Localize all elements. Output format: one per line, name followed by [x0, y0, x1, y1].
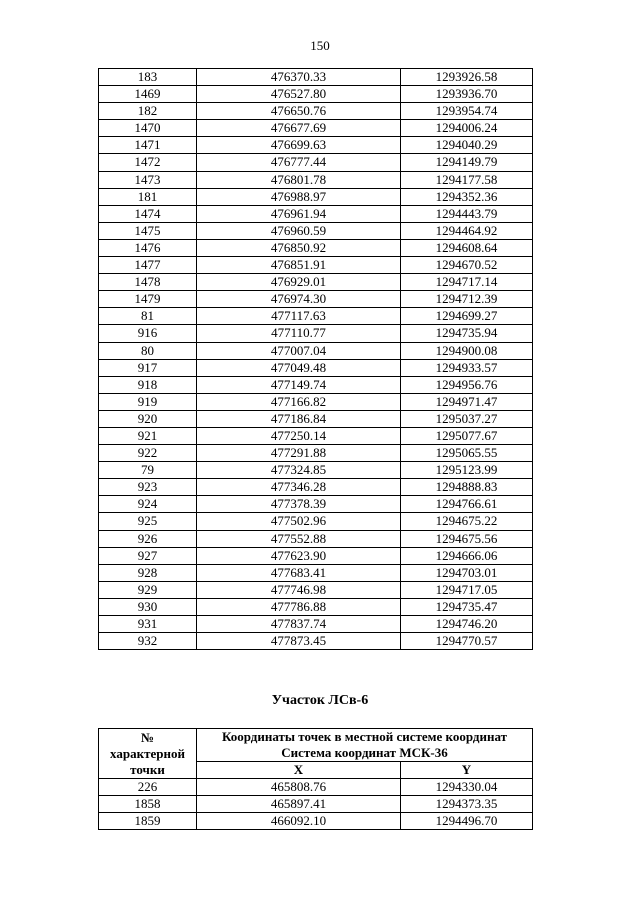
x-coordinate-cell: 477683.41 — [197, 564, 401, 581]
x-coordinate-cell: 477623.90 — [197, 547, 401, 564]
table-row — [99, 598, 533, 615]
x-coordinate-cell: 477250.14 — [197, 427, 401, 444]
x-coordinate-cell: 477346.28 — [197, 479, 401, 496]
x-coordinate-cell: 476961.94 — [197, 205, 401, 222]
y-coordinate-cell: 1294703.01 — [401, 564, 533, 581]
point-number-header-line3: точки — [130, 761, 165, 777]
x-coordinate-cell: 477786.88 — [197, 598, 401, 615]
y-coordinate-cell: 1294933.57 — [401, 359, 533, 376]
y-coordinate-cell: 1294746.20 — [401, 616, 533, 633]
y-coordinate-cell: 1294149.79 — [401, 154, 533, 171]
table-row — [99, 496, 533, 513]
y-coordinate-cell: 1294496.70 — [401, 813, 533, 830]
point-number-cell: 922 — [99, 445, 197, 462]
table-row — [99, 342, 533, 359]
y-coordinate-cell: 1294770.57 — [401, 633, 533, 650]
y-coordinate-cell: 1295065.55 — [401, 445, 533, 462]
x-coordinate-cell: 476677.69 — [197, 120, 401, 137]
point-number-cell: 1471 — [99, 137, 197, 154]
y-coordinate-cell: 1294888.83 — [401, 479, 533, 496]
x-coordinate-cell: 476699.63 — [197, 137, 401, 154]
x-coordinate-cell: 477873.45 — [197, 633, 401, 650]
point-number-cell: 928 — [99, 564, 197, 581]
x-coordinate-cell: 476801.78 — [197, 171, 401, 188]
point-number-cell: 181 — [99, 188, 197, 205]
x-coordinate-cell: 477007.04 — [197, 342, 401, 359]
point-number-cell: 1472 — [99, 154, 197, 171]
point-number-header-line1: № — [140, 729, 155, 745]
point-number-cell: 931 — [99, 616, 197, 633]
x-coordinate-cell: 477110.77 — [197, 325, 401, 342]
table-row — [99, 154, 533, 171]
x-coordinate-cell: 477186.84 — [197, 410, 401, 427]
table-row — [99, 633, 533, 650]
point-number-cell: 926 — [99, 530, 197, 547]
point-number-cell: 1859 — [99, 813, 197, 830]
table-row — [99, 462, 533, 479]
y-coordinate-cell: 1294330.04 — [401, 779, 533, 796]
table-row — [99, 239, 533, 256]
coordinates-table — [98, 68, 533, 650]
point-number-cell: 919 — [99, 393, 197, 410]
point-number-cell: 924 — [99, 496, 197, 513]
x-coordinate-cell: 465897.41 — [197, 796, 401, 813]
y-coordinate-cell: 1294900.08 — [401, 342, 533, 359]
point-number-cell: 932 — [99, 633, 197, 650]
table-row — [99, 171, 533, 188]
x-coordinate-cell: 476960.59 — [197, 222, 401, 239]
table-row — [99, 257, 533, 274]
table-row — [99, 616, 533, 633]
y-header: Y — [401, 762, 533, 779]
x-coordinate-cell: 465808.76 — [197, 779, 401, 796]
table-row — [99, 137, 533, 154]
y-coordinate-cell: 1295037.27 — [401, 410, 533, 427]
y-coordinate-cell: 1294373.35 — [401, 796, 533, 813]
point-number-cell: 923 — [99, 479, 197, 496]
y-coordinate-cell: 1294717.14 — [401, 274, 533, 291]
section-coordinates-table — [98, 728, 533, 830]
section-title: Участок ЛСв-6 — [271, 693, 369, 708]
x-coordinate-cell: 477378.39 — [197, 496, 401, 513]
table-row — [99, 513, 533, 530]
y-coordinate-cell: 1294675.22 — [401, 513, 533, 530]
x-coordinate-cell: 477324.85 — [197, 462, 401, 479]
y-coordinate-cell: 1294766.61 — [401, 496, 533, 513]
point-number-cell: 226 — [99, 779, 197, 796]
y-coordinate-cell: 1294956.76 — [401, 376, 533, 393]
point-number-cell: 917 — [99, 359, 197, 376]
table-row — [99, 410, 533, 427]
y-coordinate-cell: 1293936.70 — [401, 86, 533, 103]
y-coordinate-cell: 1294608.64 — [401, 239, 533, 256]
x-coordinate-cell: 476370.33 — [197, 69, 401, 86]
y-coordinate-cell: 1295077.67 — [401, 427, 533, 444]
coordinates-header — [197, 729, 533, 762]
point-number-cell: 916 — [99, 325, 197, 342]
point-number-header-line2: характерной — [110, 745, 185, 761]
x-coordinate-cell: 477291.88 — [197, 445, 401, 462]
table-row — [99, 564, 533, 581]
y-coordinate-cell: 1294735.47 — [401, 598, 533, 615]
point-number-cell: 929 — [99, 581, 197, 598]
x-coordinate-cell: 477746.98 — [197, 581, 401, 598]
y-coordinate-cell: 1294971.47 — [401, 393, 533, 410]
table-row — [99, 188, 533, 205]
table-row — [99, 530, 533, 547]
x-coordinate-cell: 476851.91 — [197, 257, 401, 274]
point-number-cell: 81 — [99, 308, 197, 325]
table-row — [99, 376, 533, 393]
point-number-cell: 930 — [99, 598, 197, 615]
y-coordinate-cell: 1294735.94 — [401, 325, 533, 342]
table-row — [99, 547, 533, 564]
table-row — [99, 325, 533, 342]
point-number-cell: 183 — [99, 69, 197, 86]
x-coordinate-cell: 476974.30 — [197, 291, 401, 308]
y-coordinate-cell: 1294006.24 — [401, 120, 533, 137]
x-coordinate-cell: 477552.88 — [197, 530, 401, 547]
table-row — [99, 813, 533, 830]
point-number-cell: 1474 — [99, 205, 197, 222]
table-row — [99, 103, 533, 120]
x-header: X — [197, 762, 401, 779]
point-number-cell: 920 — [99, 410, 197, 427]
x-coordinate-cell: 477117.63 — [197, 308, 401, 325]
point-number-header — [99, 729, 197, 779]
point-number-cell: 182 — [99, 103, 197, 120]
y-coordinate-cell: 1294717.05 — [401, 581, 533, 598]
x-coordinate-cell: 476850.92 — [197, 239, 401, 256]
table-row — [99, 274, 533, 291]
point-number-cell: 80 — [99, 342, 197, 359]
table-row — [99, 779, 533, 796]
y-coordinate-cell: 1294177.58 — [401, 171, 533, 188]
table-row — [99, 427, 533, 444]
x-coordinate-cell: 477149.74 — [197, 376, 401, 393]
table-row — [99, 359, 533, 376]
y-coordinate-cell: 1293954.74 — [401, 103, 533, 120]
x-coordinate-cell: 477837.74 — [197, 616, 401, 633]
table-row — [99, 69, 533, 86]
y-coordinate-cell: 1294666.06 — [401, 547, 533, 564]
x-coordinate-cell: 476777.44 — [197, 154, 401, 171]
table-row — [99, 222, 533, 239]
x-coordinate-cell: 466092.10 — [197, 813, 401, 830]
y-coordinate-cell: 1293926.58 — [401, 69, 533, 86]
table-row — [99, 205, 533, 222]
table-row — [99, 291, 533, 308]
x-coordinate-cell: 476527.80 — [197, 86, 401, 103]
point-number-cell: 1478 — [99, 274, 197, 291]
page-number: 150 — [310, 38, 330, 53]
x-coordinate-cell: 476929.01 — [197, 274, 401, 291]
point-number-cell: 1479 — [99, 291, 197, 308]
y-coordinate-cell: 1294464.92 — [401, 222, 533, 239]
y-coordinate-cell: 1294670.52 — [401, 257, 533, 274]
table-row — [99, 120, 533, 137]
table-row — [99, 581, 533, 598]
table-row — [99, 393, 533, 410]
y-coordinate-cell: 1294675.56 — [401, 530, 533, 547]
table-row — [99, 308, 533, 325]
point-number-cell: 925 — [99, 513, 197, 530]
point-number-cell: 927 — [99, 547, 197, 564]
point-number-cell: 1469 — [99, 86, 197, 103]
point-number-cell: 1470 — [99, 120, 197, 137]
y-coordinate-cell: 1294699.27 — [401, 308, 533, 325]
point-number-cell: 1475 — [99, 222, 197, 239]
table-row — [99, 796, 533, 813]
point-number-cell: 1473 — [99, 171, 197, 188]
x-coordinate-cell: 476650.76 — [197, 103, 401, 120]
y-coordinate-cell: 1294443.79 — [401, 205, 533, 222]
coordinates-header-line2: Система координат МСК-36 — [281, 745, 448, 760]
point-number-cell: 1858 — [99, 796, 197, 813]
table-row — [99, 445, 533, 462]
x-coordinate-cell: 477049.48 — [197, 359, 401, 376]
coordinates-header-line1: Координаты точек в местной системе координат — [221, 729, 508, 744]
y-coordinate-cell: 1295123.99 — [401, 462, 533, 479]
point-number-cell: 1476 — [99, 239, 197, 256]
x-coordinate-cell: 476988.97 — [197, 188, 401, 205]
y-coordinate-cell: 1294352.36 — [401, 188, 533, 205]
point-number-cell: 918 — [99, 376, 197, 393]
y-coordinate-cell: 1294712.39 — [401, 291, 533, 308]
x-coordinate-cell: 477502.96 — [197, 513, 401, 530]
table-row — [99, 479, 533, 496]
x-coordinate-cell: 477166.82 — [197, 393, 401, 410]
point-number-cell: 79 — [99, 462, 197, 479]
y-coordinate-cell: 1294040.29 — [401, 137, 533, 154]
table-row — [99, 86, 533, 103]
point-number-cell: 1477 — [99, 257, 197, 274]
point-number-cell: 921 — [99, 427, 197, 444]
